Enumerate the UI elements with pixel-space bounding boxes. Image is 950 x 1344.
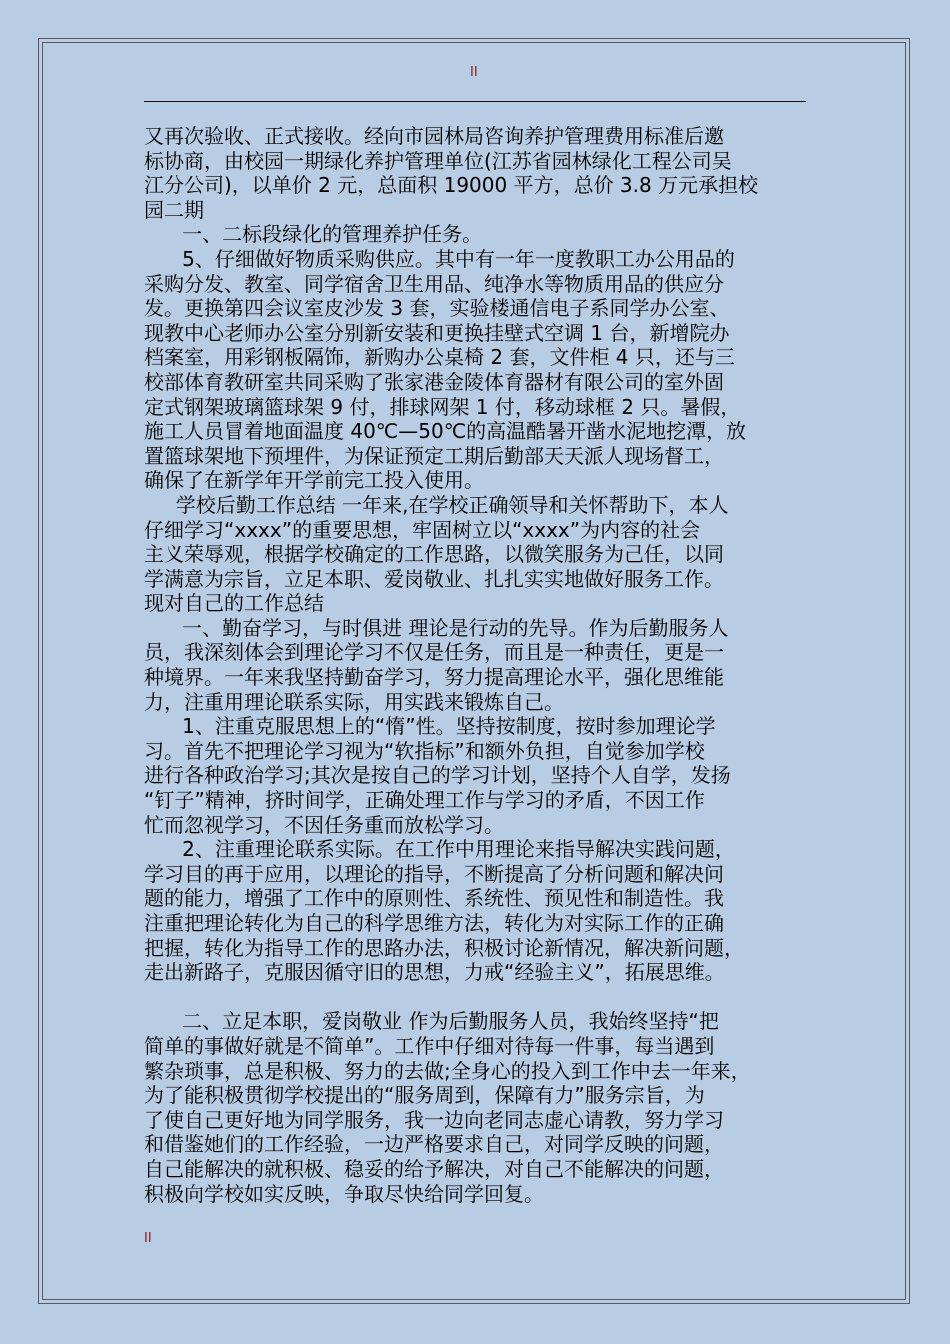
text-line: 二、立足本职，爱岗敬业 作为后勤服务人员，我始终坚持“把 <box>144 1009 719 1034</box>
text-line: 自己能解决的就积极、稳妥的给予解决，对自己不能解决的问题， <box>144 1156 724 1181</box>
text-line: 注重把理论转化为自己的科学思维方法，转化为对实际工作的正确 <box>144 911 724 935</box>
text-line: 主义荣辱观，根据学校确定的工作思路，以微笑服务为己任，以同 <box>144 542 724 567</box>
text-line: 为了能积极贯彻学校提出的“服务周到，保障有力”服务宗旨，为 <box>144 1083 705 1108</box>
text-line: 力，注重用理论联系实际，用实践来锻炼自己。 <box>144 689 564 714</box>
text-line: 档案室，用彩钢板隔饰，新购办公桌椅 2 套，文件柜 4 只，还与三 <box>144 345 735 370</box>
text-line: 学校后勤工作总结 一年来,在学校正确领导和关怀帮助下，本人 <box>144 492 729 517</box>
text-line: 1、注重克服思想上的“惰”性。坚持按制度，按时参加理论学 <box>144 714 716 739</box>
text-line: 学满意为宗旨，立足本职、爱岗敬业、扎扎实实地做好服务工作。 <box>144 566 724 591</box>
text-line: 一、勤奋学习，与时俱进 理论是行动的先导。作为后勤服务人 <box>144 615 729 640</box>
text-line: 2、注重理论联系实际。在工作中用理论来指导解决实践问题， <box>144 837 735 862</box>
text-line: 题的能力，增强了工作中的原则性、系统性、预见性和制造性。我 <box>144 886 724 911</box>
text-line: 采购分发、教室、同学宿舍卫生用品、纯净水等物质用品的供应分 <box>144 271 724 296</box>
text-line: 江分公司)，以单价 2 元，总面积 19000 平方，总价 3.8 万元承担校 <box>144 173 759 198</box>
text-line: 施工人员冒着地面温度 40℃—50℃的高温酷暑开凿水泥地挖潭，放 <box>144 419 747 444</box>
text-line: 积极向学校如实反映，争取尽快给同学回复。 <box>144 1181 544 1206</box>
text-line: 仔细学习“xxxx”的重要思想，牢固树立以“xxxx”为内容的社会 <box>144 517 701 542</box>
text-line: “钉子”精神，挤时间学，正确处理工作与学习的矛盾，不因工作 <box>144 788 705 813</box>
text-line: 5、仔细做好物质采购供应。其中有一年一度教职工办公用品的 <box>144 246 735 271</box>
text-line: 发。更换第四会议室皮沙发 3 套，实验楼通信电子系同学办公室、 <box>144 296 730 321</box>
text-line: 现教中心老师办公室分别新安装和更换挂壁式空调 1 台，新增院办 <box>144 320 730 345</box>
blank-line <box>144 985 820 1010</box>
text-line: 进行各种政治学习;其次是按自己的学习计划，坚持个人自学，发扬 <box>144 763 731 788</box>
text-line: 简单的事做好就是不简单”。工作中仔细对待每一件事，每当遇到 <box>144 1033 715 1058</box>
footer-page-mark: II <box>144 1231 152 1246</box>
text-line: 现对自己的工作总结 <box>144 591 324 616</box>
text-line: 确保了在新学年开学前完工投入使用。 <box>144 468 484 493</box>
text-line: 学习目的再于应用，以理论的指导，不断提高了分析问题和解决问 <box>144 861 724 886</box>
text-line: 和借鉴她们的工作经验，一边严格要求自己，对同学反映的问题， <box>144 1132 724 1157</box>
document-body <box>144 124 820 1206</box>
text-line: 又再次验收、正式接收。经向市园林局咨询养护管理费用标准后邀 <box>144 124 724 148</box>
text-line: 把握，转化为指导工作的思路办法，积极讨论新情况，解决新问题， <box>144 935 744 960</box>
text-line: 种境界。一年来我坚持勤奋学习，努力提高理论水平，强化思维能 <box>144 665 724 690</box>
text-line: 定式钢架玻璃篮球架 9 付，排球网架 1 付，移动球框 2 只。暑假， <box>144 394 741 419</box>
header-rule <box>144 101 806 102</box>
text-line: 标协商，由校园一期绿化养护管理单位(江苏省园林绿化工程公司吴 <box>144 148 732 173</box>
text-line: 校部体育教研室共同采购了张家港金陵体育器材有限公司的室外固 <box>144 369 724 394</box>
text-line: 忙而忽视学习，不因任务重而放松学习。 <box>144 812 504 837</box>
text-line: 置篮球架地下预埋件，为保证预定工期后勤部天天派人现场督工， <box>144 443 724 468</box>
text-line: 习。首先不把理论学习视为“软指标”和额外负担，自觉参加学校 <box>144 738 705 763</box>
text-line: 员，我深刻体会到理论学习不仅是任务，而且是一种责任，更是一 <box>144 640 724 665</box>
text-line: 了使自己更好地为同学服务，我一边向老同志虚心请教，努力学习 <box>144 1107 724 1132</box>
text-line: 一、二标段绿化的管理养护任务。 <box>144 222 483 247</box>
text-line: 繁杂琐事，总是积极、努力的去做;全身心的投入到工作中去一年来， <box>144 1058 751 1083</box>
text-line: 走出新路子，克服因循守旧的思想，力戒“经验主义”，拓展思维。 <box>144 960 725 985</box>
text-line: 园二期 <box>144 197 204 222</box>
header-page-mark: II <box>470 65 478 80</box>
